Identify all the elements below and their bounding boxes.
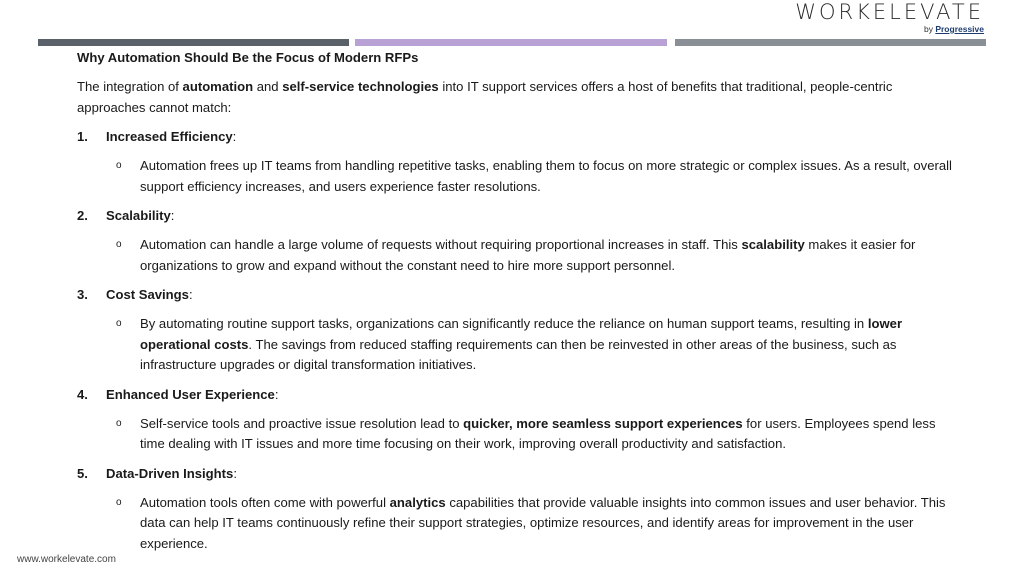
list-item-data-insights (77, 464, 957, 485)
logo-brand: Progressive (935, 24, 984, 34)
list-item-cost-savings (77, 285, 957, 306)
intro-text-2: and (253, 79, 283, 94)
item-title: Data-Driven Insights (106, 465, 234, 481)
circle-bullet-icon: o (116, 417, 122, 429)
item-number: 2. (77, 208, 88, 223)
list-item-user-experience (77, 385, 957, 406)
sub-bullet-cost-savings (77, 314, 957, 376)
sub-text: Automation frees up IT teams from handling repetitive tasks, enabling them to focus on more strategic or complex issues. As a result, overall support efficiency increases, and users experience faster resolutions. (140, 158, 952, 194)
workelevate-logo (795, 0, 984, 34)
sub-text-1: Self-service tools and proactive issue resolution lead to (140, 415, 464, 431)
item-title: Scalability (106, 208, 171, 223)
sub-bullet-data-insights (77, 493, 957, 555)
item-colon: : (232, 129, 237, 144)
item-number: 4. (77, 386, 88, 402)
circle-bullet-icon: o (116, 239, 122, 250)
item-title: Increased Efficiency (106, 129, 233, 144)
sub-bold: scalability (741, 237, 805, 252)
logo-byline (795, 24, 984, 34)
item-colon: : (188, 287, 193, 302)
sub-bold: lower operational costs (140, 316, 903, 352)
intro-text-3: into IT support services offers a host of benefits that traditional, people-centric approaches cannot match: (77, 79, 893, 115)
sub-text-2: makes it easier for organizations to grow and expand without the constant need to hire more support personnel. (140, 237, 916, 273)
header-bar-grey (675, 39, 986, 46)
sub-bold: quicker, more seamless support experiences (463, 415, 743, 431)
item-number: 5. (77, 465, 88, 481)
logo-wordmark: WORKELEVATE (795, 0, 984, 24)
item-title: Enhanced User Experience (106, 386, 275, 402)
item-number: 1. (77, 129, 88, 144)
intro-bold-1: automation (182, 79, 254, 94)
sub-text-2: capabilities that provide valuable insights into common issues and user behavior. This data can help IT teams continuously refine their support strategies, optimize resources, and identify areas for improvement in the user experience. (140, 494, 946, 551)
document-body (77, 48, 957, 554)
sub-bullet-scalability (77, 235, 957, 276)
intro-bold-2: self-service technologies (282, 79, 439, 94)
page-title: Why Automation Should Be the Focus of Modern RFPs (77, 50, 419, 65)
sub-text-1: Automation tools often come with powerful (140, 494, 390, 510)
sub-text-1: By automating routine support tasks, organizations can significantly reduce the reliance on human support teams, resulting in (140, 316, 868, 331)
header-bar-purple (355, 39, 667, 46)
circle-bullet-icon: o (116, 318, 122, 329)
circle-bullet-icon: o (116, 496, 122, 508)
header-bar-dark (38, 39, 349, 46)
list-item-efficiency (77, 127, 957, 148)
logo-by: by (923, 24, 933, 34)
footer-url: www.workelevate.com (17, 554, 116, 565)
item-number: 3. (77, 287, 88, 302)
sub-text-1: Automation can handle a large volume of requests without requiring proportional increases in staff. This (140, 237, 742, 252)
circle-bullet-icon: o (116, 160, 122, 171)
intro-text-1: The integration of (77, 79, 183, 94)
item-title: Cost Savings (106, 287, 189, 302)
item-colon: : (274, 386, 279, 402)
sub-bullet-efficiency (77, 156, 957, 197)
sub-bold: analytics (389, 494, 446, 510)
sub-text-2: for users. Employees spend less time dealing with IT issues and more time focusing on their work, improving overall productivity and satisfaction. (140, 415, 936, 451)
sub-text-2: . The savings from reduced staffing requirements can then be reinvested in other areas of the business, such as infrastructure upgrades or digital transformation initiatives. (140, 336, 897, 372)
item-colon: : (170, 208, 175, 223)
list-item-scalability (77, 206, 957, 227)
intro-paragraph (77, 77, 957, 118)
item-colon: : (233, 465, 237, 481)
sub-bullet-user-experience (77, 414, 957, 455)
